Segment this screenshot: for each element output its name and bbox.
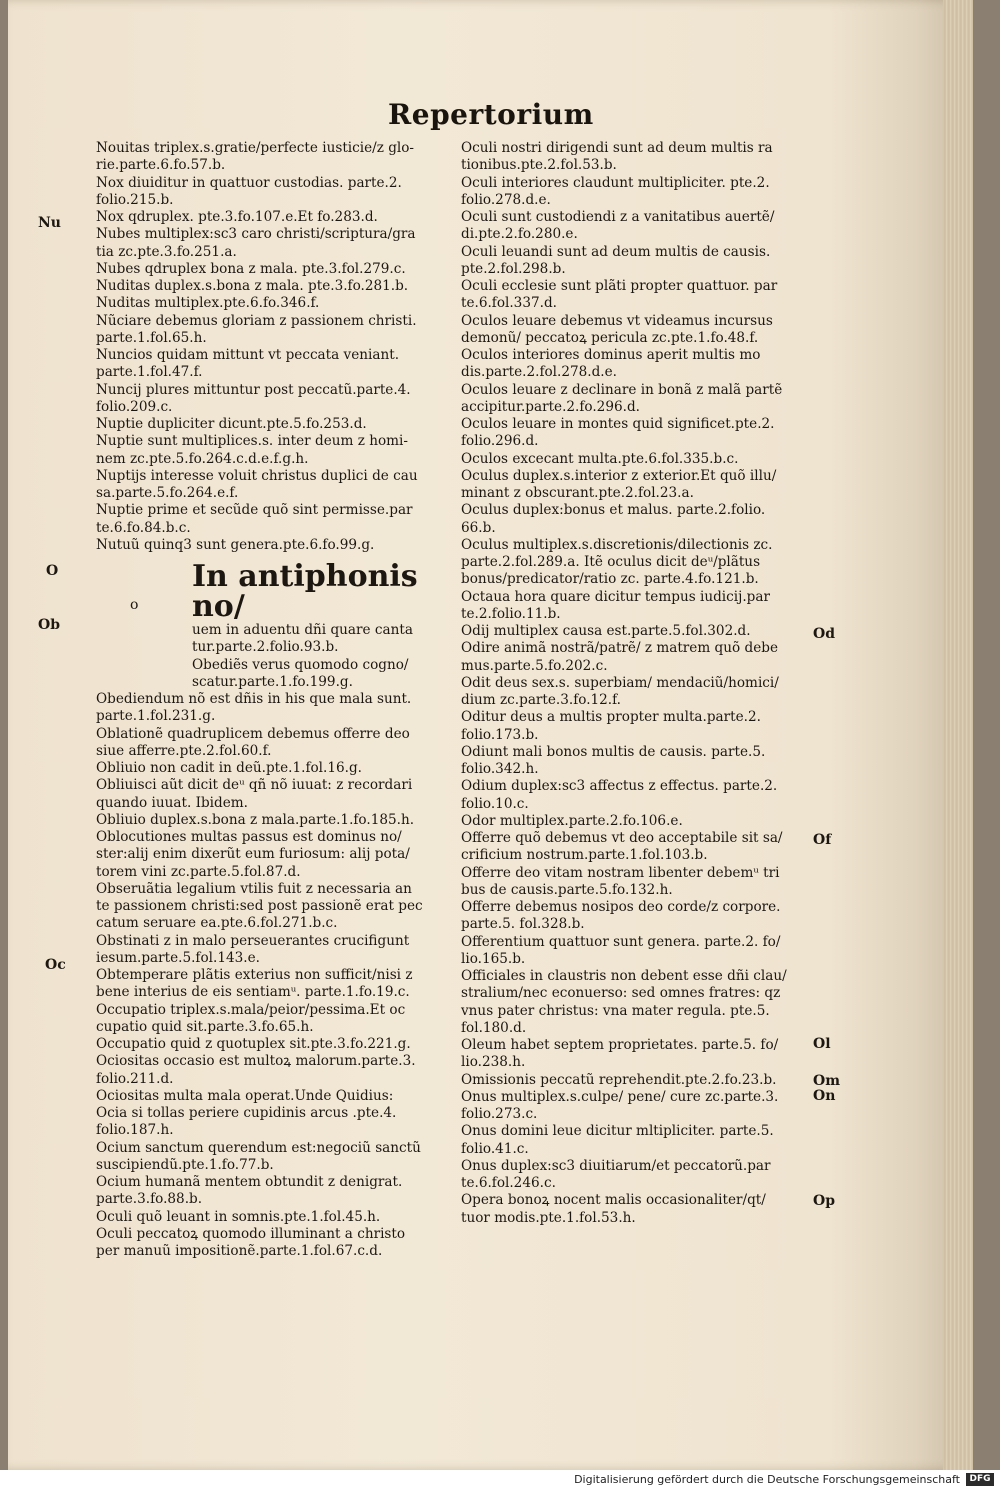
index-entry-line: Ocium humanã mentem obtundit z denigrat. <box>96 1174 403 1190</box>
index-entry-line: 66.b. <box>461 519 496 536</box>
index-entry-line: Nubes multiplex:sc3 caro christi/scriptura/gra <box>96 226 416 243</box>
index-entry-line: Oculus multiplex.s.discretionis/dilectionis zc. <box>461 536 773 553</box>
index-entry-line: bus de causis.parte.5.fo.132.h. <box>461 881 673 898</box>
index-entry-line: Nuditas multiplex.pte.6.fo.346.f. <box>96 295 320 312</box>
index-entry-line: folio.10.c. <box>461 795 529 812</box>
index-entry-line: suscipiendũ.pte.1.fo.77.b. <box>96 1156 274 1173</box>
index-entry-line: Oculus duplex:bonus et malus. parte.2.folio. <box>461 502 766 519</box>
index-entry-line: parte.2.fol.289.a. Itẽ oculus dicit deᵘ/plãtus <box>461 554 761 570</box>
index-entry-line: Opera bonoꝝ nocent malis occasionaliter/qt/ <box>461 1192 766 1209</box>
index-entry-line: lio.238.h. <box>461 1054 526 1071</box>
left-column <box>96 140 441 1260</box>
index-entry-line: tionibus.pte.2.fol.53.b. <box>461 157 617 174</box>
index-entry-line: ster:alij enim dixerũt eum furiosum: alij pota/ <box>96 846 410 863</box>
index-entry-line: per manuũ impositionẽ.parte.1.fol.67.c.d. <box>96 1243 383 1259</box>
index-entry-line: Occupatio quid z quotuplex sit.pte.3.fo.221.g. <box>96 1036 411 1052</box>
index-entry-line: Oculi quõ leuant in somnis.pte.1.fol.45.h. <box>96 1208 381 1225</box>
index-entry-line: Oculi interiores claudunt multipliciter. pte.2. <box>461 174 770 191</box>
index-entry-line: siue afferre.pte.2.fol.60.f. <box>96 742 272 759</box>
index-entry-line: te.6.fol.337.d. <box>461 295 557 312</box>
index-entry-line: Onus duplex:sc3 diuitiarum/et peccatorũ.par <box>461 1157 771 1174</box>
index-entry-line: Obediẽs verus quomodo cogno/ <box>192 656 409 673</box>
index-entry-line: folio.342.h. <box>461 761 539 777</box>
index-entry-line: Oblocutiones multas passus est dominus no/ <box>96 829 402 845</box>
index-entry-line: Odiunt mali bonos multis de causis. parte.5. <box>461 743 766 760</box>
index-entry-line: Obseruãtia legalium vtilis fuit z necessaria an <box>96 880 412 897</box>
index-entry-line: Nuncij plures mittuntur post peccatũ.parte.4. <box>96 381 411 398</box>
index-entry-line: Oculi nostri dirigendi sunt ad deum multis ra <box>461 140 773 156</box>
index-entry-line: Ocia si tollas periere cupidinis arcus .pte.4. <box>96 1105 397 1121</box>
index-entry-line: Offerre debemus nosipos deo corde/z corpore. <box>461 899 781 915</box>
index-entry-line: nem zc.pte.5.fo.264.c.d.e.f.g.h. <box>96 450 309 467</box>
index-entry-line: Odit deus sex.s. superbiam/ mendaciũ/homici/ <box>461 674 779 691</box>
index-entry-line: Onus domini leue dicitur mltipliciter. parte.5. <box>461 1123 774 1140</box>
index-entry-line: folio.41.c. <box>461 1140 529 1157</box>
index-entry-line: tuor modis.pte.1.fol.53.h. <box>461 1209 636 1226</box>
index-entry-line: Odor multiplex.parte.2.fo.106.e. <box>461 812 683 829</box>
index-entry-line: Odij multiplex causa est.parte.5.fol.302.d. <box>461 623 751 639</box>
dfg-logo-icon: DFG <box>966 1473 994 1486</box>
index-entry-line: tur.parte.2.folio.93.b. <box>192 639 339 656</box>
index-entry-line: Obtemperare plãtis exterius non sufficit/nisi z <box>96 967 413 983</box>
index-entry-line: folio.273.c. <box>461 1106 538 1122</box>
footer-credit: Digitalisierung gefördert durch die Deutsche Forschungsgemeinschaft <box>574 1473 960 1486</box>
index-entry-line: folio.187.h. <box>96 1122 174 1139</box>
margin-letter-on: On <box>813 1088 836 1104</box>
index-entry-line: pte.2.fol.298.b. <box>461 260 566 277</box>
right-column <box>461 140 806 1227</box>
index-entry-line: parte.1.fol.231.g. <box>96 708 216 725</box>
index-entry-line: Occupatio triplex.s.mala/peior/pessima.Et oc <box>96 1001 406 1018</box>
index-entry-line: Omissionis peccatũ reprehendit.pte.2.fo.23.b. <box>461 1071 777 1088</box>
section-heading: In antiphonis no/ <box>192 559 418 624</box>
index-entry-line: di.pte.2.fo.280.e. <box>461 226 578 243</box>
index-entry-line: Oditur deus a multis propter multa.parte.2. <box>461 709 761 726</box>
index-entry-line: Offerre quõ debemus vt deo acceptabile sit sa/ <box>461 830 783 846</box>
index-entry-line: Offerre deo vitam nostram libenter debemᵘ tri <box>461 864 780 881</box>
index-entry-line: parte.3.fo.88.b. <box>96 1191 203 1208</box>
index-entry-line: Nũciare debemus gloriam z passionem christi. <box>96 312 417 329</box>
index-entry-line: vnus pater christus: vna mater regula. pte.5. <box>461 1002 770 1019</box>
index-entry-line: Offerentium quattuor sunt genera. parte.2. fo/ <box>461 933 781 950</box>
index-entry-line: tia zc.pte.3.fo.251.a. <box>96 243 237 260</box>
page-heading: Repertorium <box>388 98 594 131</box>
index-entry-line: parte.1.fol.65.h. <box>96 329 207 346</box>
index-entry-line: Ocium sanctum querendum est:negociũ sanctũ <box>96 1139 421 1156</box>
index-entry-line: iesum.parte.5.fol.143.e. <box>96 949 260 966</box>
index-entry-line: parte.1.fol.47.f. <box>96 364 203 381</box>
index-entry-line: Nox qdruplex. pte.3.fo.107.e.Et fo.283.d. <box>96 209 378 225</box>
index-entry-line: Nutuũ quinq3 sunt genera.pte.6.fo.99.g. <box>96 536 375 553</box>
margin-letter-of: Of <box>813 832 832 848</box>
index-entry-line: te passionem christi:sed post passionẽ erat pec <box>96 898 423 914</box>
index-entry-line: Officiales in claustris non debent esse dñi clau/ <box>461 968 787 984</box>
index-entry-line: Oculos leuare in montes quid significet.pte.2. <box>461 416 775 432</box>
index-entry-line: mus.parte.5.fo.202.c. <box>461 657 608 674</box>
index-entry-line: Oculos interiores dominus aperit multis mo <box>461 347 761 363</box>
index-entry-line: Oculi sunt custodiendi z a vanitatibus auertẽ/ <box>461 209 775 225</box>
index-entry-line: bene interius de eis sentiamᵘ. parte.1.fo.19.c. <box>96 984 410 1001</box>
index-entry-line: fol.180.d. <box>461 1019 527 1036</box>
index-entry-line: Ociositas multa mala operat.Unde Quidius: <box>96 1087 394 1104</box>
index-entry-line: scatur.parte.1.fo.199.g. <box>192 673 353 690</box>
index-entry-line: folio.278.d.e. <box>461 191 551 208</box>
index-entry-line: Oblationẽ quadruplicem debemus offerre deo <box>96 725 410 742</box>
index-entry-line: Nuptijs interesse voluit christus duplici de cau <box>96 467 418 484</box>
index-entry-line: dium zc.parte.3.fo.12.f. <box>461 692 621 708</box>
index-entry-line: Nox diuiditur in quattuor custodias. parte.2. <box>96 174 402 191</box>
index-entry-line: Obliuio non cadit in deũ.pte.1.fol.16.g. <box>96 760 362 776</box>
index-entry-line: Ociositas occasio est multoꝝ malorum.parte.3. <box>96 1053 416 1070</box>
index-entry-line: Nubes qdruplex bona z mala. pte.3.fol.279.c. <box>96 260 406 277</box>
index-entry-line: Obliuisci aũt dicit deᵘ qñ nõ iuuat: z recordari <box>96 777 413 794</box>
index-entry-line: Octaua hora quare dicitur tempus iudicij.par <box>461 588 770 605</box>
index-entry-line: Oculi peccatoꝝ quomodo illuminant a christo <box>96 1225 406 1242</box>
index-entry-line: torem vini zc.parte.5.fol.87.d. <box>96 863 301 880</box>
digitization-footer <box>0 1470 1000 1490</box>
index-entry-line: Nuptie sunt multiplices.s. inter deum z homi- <box>96 433 408 450</box>
index-entry-line: Obstinati z in malo perseuerantes crucifigunt <box>96 932 410 949</box>
index-entry-line: accipitur.parte.2.fo.296.d. <box>461 398 640 415</box>
margin-letter-o-small: o <box>130 597 139 613</box>
index-entry-line: rie.parte.6.fo.57.b. <box>96 157 226 174</box>
margin-letter-od: Od <box>813 626 835 642</box>
index-entry-line: Obediendum nõ est dñis in his que mala sunt. <box>96 691 412 707</box>
index-entry-line: Oculi ecclesie sunt plãti propter quattuor. par <box>461 278 778 294</box>
index-entry-line: catum seruare ea.pte.6.fol.271.b.c. <box>96 915 338 932</box>
margin-letter-nu: Nu <box>38 215 61 231</box>
index-entry-line: lio.165.b. <box>461 950 526 967</box>
index-entry-line: Odire animã nostrã/patrẽ/ z matrem quõ debe <box>461 640 779 657</box>
margin-letter-o: O <box>46 563 59 579</box>
index-entry-line: folio.211.d. <box>96 1070 174 1087</box>
margin-letter-ob: Ob <box>38 617 60 633</box>
index-entry-line: Oculi leuandi sunt ad deum multis de causis. <box>461 243 771 260</box>
margin-letter-ol: Ol <box>813 1036 831 1052</box>
margin-letter-om: Om <box>813 1073 841 1089</box>
index-entry-line: dis.parte.2.fol.278.d.e. <box>461 364 617 381</box>
index-entry-line: bonus/predicator/ratio zc. parte.4.fo.121.b. <box>461 571 759 588</box>
index-entry-line: Odium duplex:sc3 affectus z effectus. parte.2. <box>461 778 778 795</box>
index-entry-line: Nouitas triplex.s.gratie/perfecte iusticie/z glo- <box>96 140 415 156</box>
index-entry-line: minant z obscurant.pte.2.fol.23.a. <box>461 485 694 501</box>
margin-letter-op: Op <box>813 1193 835 1209</box>
book-page <box>8 0 973 1470</box>
index-entry-line: Obliuio duplex.s.bona z mala.parte.1.fo.185.h. <box>96 811 415 828</box>
page-edge <box>943 0 973 1470</box>
index-entry-line: Oculos leuare z declinare in bonã z malã partẽ <box>461 381 783 398</box>
index-entry-line: folio.209.c. <box>96 398 173 415</box>
index-entry-line: te.2.folio.11.b. <box>461 605 561 622</box>
index-entry-line: stralium/nec econuerso: sed omnes fratres: qz <box>461 985 781 1002</box>
index-entry-line: Nuptie dupliciter dicunt.pte.5.fo.253.d. <box>96 416 367 432</box>
index-entry-line: te.6.fo.84.b.c. <box>96 519 191 536</box>
index-entry-line: Nuncios quidam mittunt vt peccata veniant. <box>96 347 400 363</box>
index-entry-line: Oculus duplex.s.interior z exterior.Et quõ illu/ <box>461 467 777 484</box>
index-entry-line: te.6.fol.246.c. <box>461 1175 556 1191</box>
index-entry-line: Onus multiplex.s.culpe/ pene/ cure zc.parte.3. <box>461 1088 779 1105</box>
index-entry-line: quando iuuat. Ibidem. <box>96 794 248 811</box>
index-entry-line: folio.215.b. <box>96 191 174 208</box>
index-entry-line: cupatio quid sit.parte.3.fo.65.h. <box>96 1018 314 1035</box>
margin-letter-oc: Oc <box>45 957 66 973</box>
index-entry-line: folio.296.d. <box>461 433 539 450</box>
index-entry-line: sa.parte.5.fo.264.e.f. <box>96 485 239 501</box>
index-entry-line: Nuditas duplex.s.bona z mala. pte.3.fo.281.b. <box>96 278 409 294</box>
index-entry-line: crificium nostrum.parte.1.fol.103.b. <box>461 847 708 864</box>
index-entry-line: Oculos leuare debemus vt videamus incursus <box>461 312 773 329</box>
index-entry-line: Oculos excecant multa.pte.6.fol.335.b.c. <box>461 450 739 467</box>
index-entry-line: folio.173.b. <box>461 726 539 743</box>
index-entry-line: demonũ/ peccatoꝝ pericula zc.pte.1.fo.48.f. <box>461 329 759 346</box>
index-entry-line: Oleum habet septem proprietates. parte.5. fo/ <box>461 1037 779 1053</box>
index-entry-line: Nuptie prime et secũde quõ sint permisse.par <box>96 502 413 519</box>
index-entry-line: parte.5. fol.328.b. <box>461 916 585 933</box>
index-entry-line: uem in aduentu dñi quare canta <box>192 622 413 638</box>
